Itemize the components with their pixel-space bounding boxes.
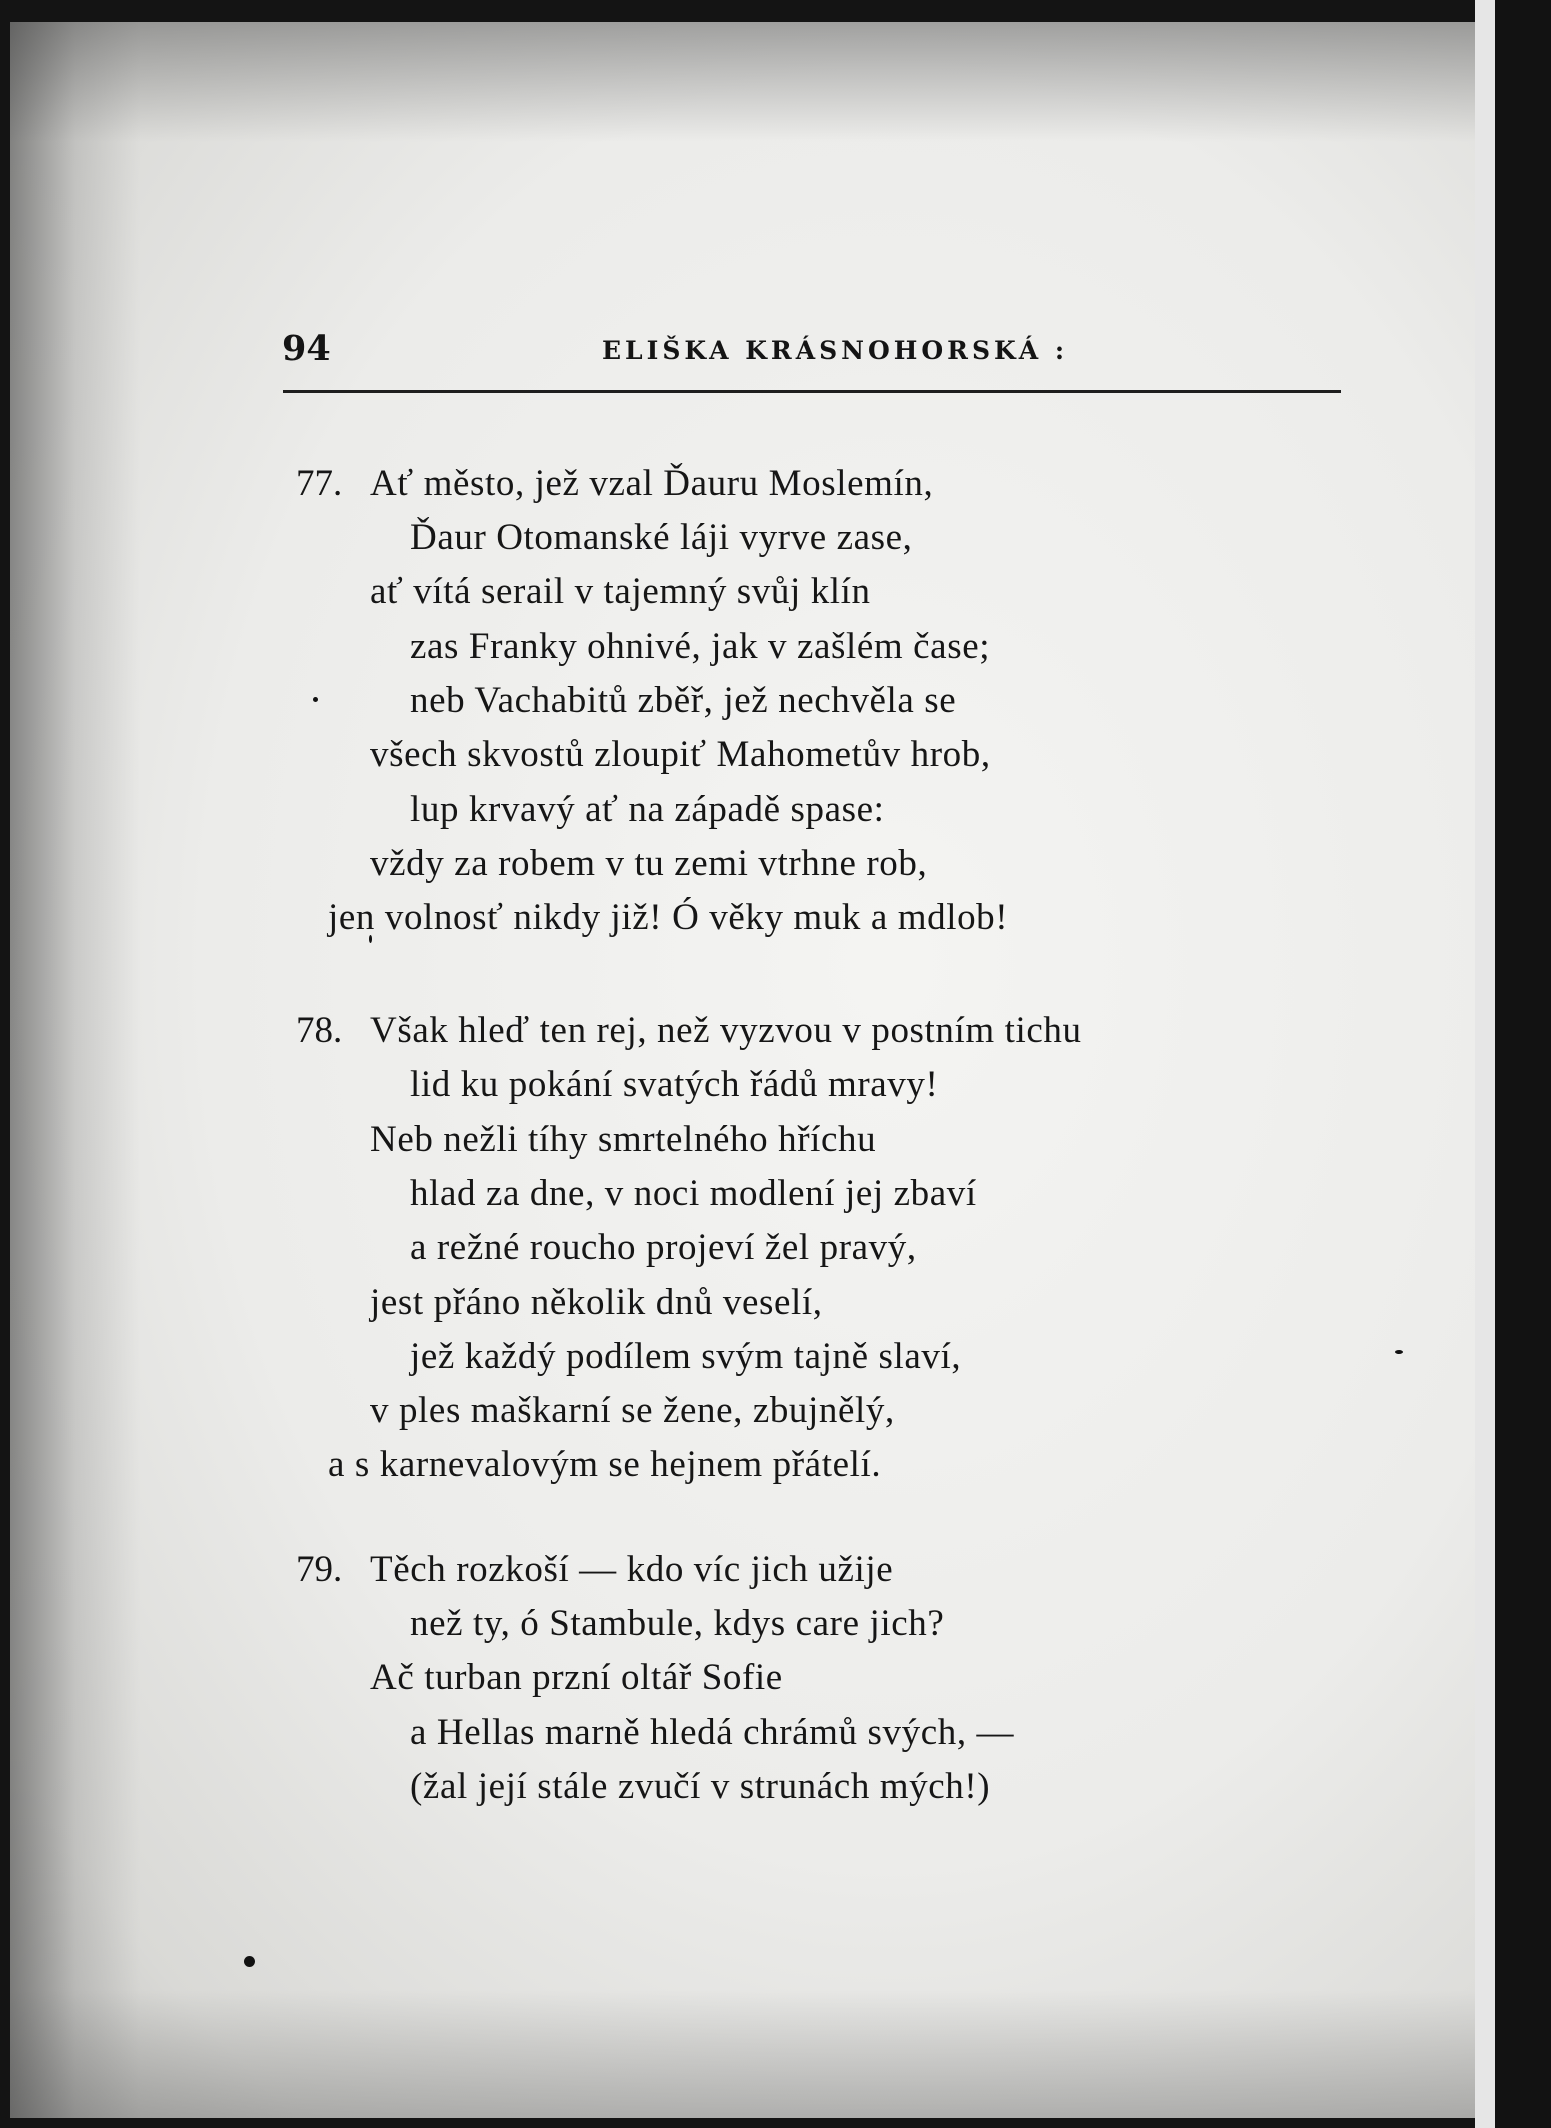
page-edge-strip xyxy=(1475,0,1495,2128)
verse-line: ať vítá serail v tajemný svůj klín xyxy=(370,571,871,612)
verse-line: Těch rozkoší — kdo víc jich užije xyxy=(370,1549,894,1590)
running-title: ELIŠKA KRÁSNOHORSKÁ : xyxy=(602,336,1069,365)
verse-line: neb Vachabitů zběř, jež nechvěla se xyxy=(410,680,957,721)
verse-line: než ty, ó Stambule, kdys care jich? xyxy=(410,1603,945,1644)
scanner-border xyxy=(1495,0,1551,2128)
verse-line: hlad za dne, v noci modlení jej zbaví xyxy=(410,1173,977,1214)
scan-speck xyxy=(1395,1350,1403,1354)
running-header xyxy=(282,328,1342,378)
paper-shadow-left xyxy=(10,22,140,2118)
verse-line: a s karnevalovým se hejnem přátelí. xyxy=(328,1444,882,1485)
verse-line: (žal její stále zvučí v strunách mých!) xyxy=(410,1766,991,1807)
stanza-number: 78. xyxy=(296,1010,343,1051)
stanza-number: 77. xyxy=(296,463,343,504)
verse-line: v ples maškarní se žene, zbujnělý, xyxy=(370,1390,895,1431)
paper-shadow-bottom xyxy=(10,1990,1475,2118)
header-rule xyxy=(283,390,1341,393)
verse-line: lid ku pokání svatých řádů mravy! xyxy=(410,1064,939,1105)
verse-line: Ďaur Otomanské láji vyrve zase, xyxy=(410,517,913,558)
verse-line: Ať město, jež vzal Ďauru Moslemín, xyxy=(370,463,934,504)
verse-line: zas Franky ohnivé, jak v zašlém čase; xyxy=(410,626,991,667)
page-number: 94 xyxy=(282,328,331,369)
verse-line: a Hellas marně hledá chrámů svých, — xyxy=(410,1712,1015,1753)
stanza-number: 79. xyxy=(296,1549,343,1590)
verse-line: Ač turban przní oltář Sofie xyxy=(370,1657,783,1698)
scan-speck xyxy=(313,697,318,702)
verse-line: lup krvavý ať na západě spase: xyxy=(410,789,885,830)
verse-line: vždy za robem v tu zemi vtrhne rob, xyxy=(370,843,928,884)
verse-line: jež každý podílem svým tajně slaví, xyxy=(410,1336,962,1377)
paper-shadow-top xyxy=(10,22,1475,142)
scan-speck xyxy=(244,1956,255,1967)
verse-line: a režné roucho projeví žel pravý, xyxy=(410,1227,917,1268)
verse-line: jest přáno několik dnů veselí, xyxy=(370,1282,823,1323)
verse-line: Však hleď ten rej, než vyzvou v postním tichu xyxy=(370,1010,1082,1051)
verse-line: všech skvostů zloupiť Mahometův hrob, xyxy=(370,734,991,775)
verse-line: Neb nežli tíhy smrtelného hříchu xyxy=(370,1119,877,1160)
verse-line: jen volnosť nikdy již! Ó věky muk a mdlob! xyxy=(328,897,1009,938)
